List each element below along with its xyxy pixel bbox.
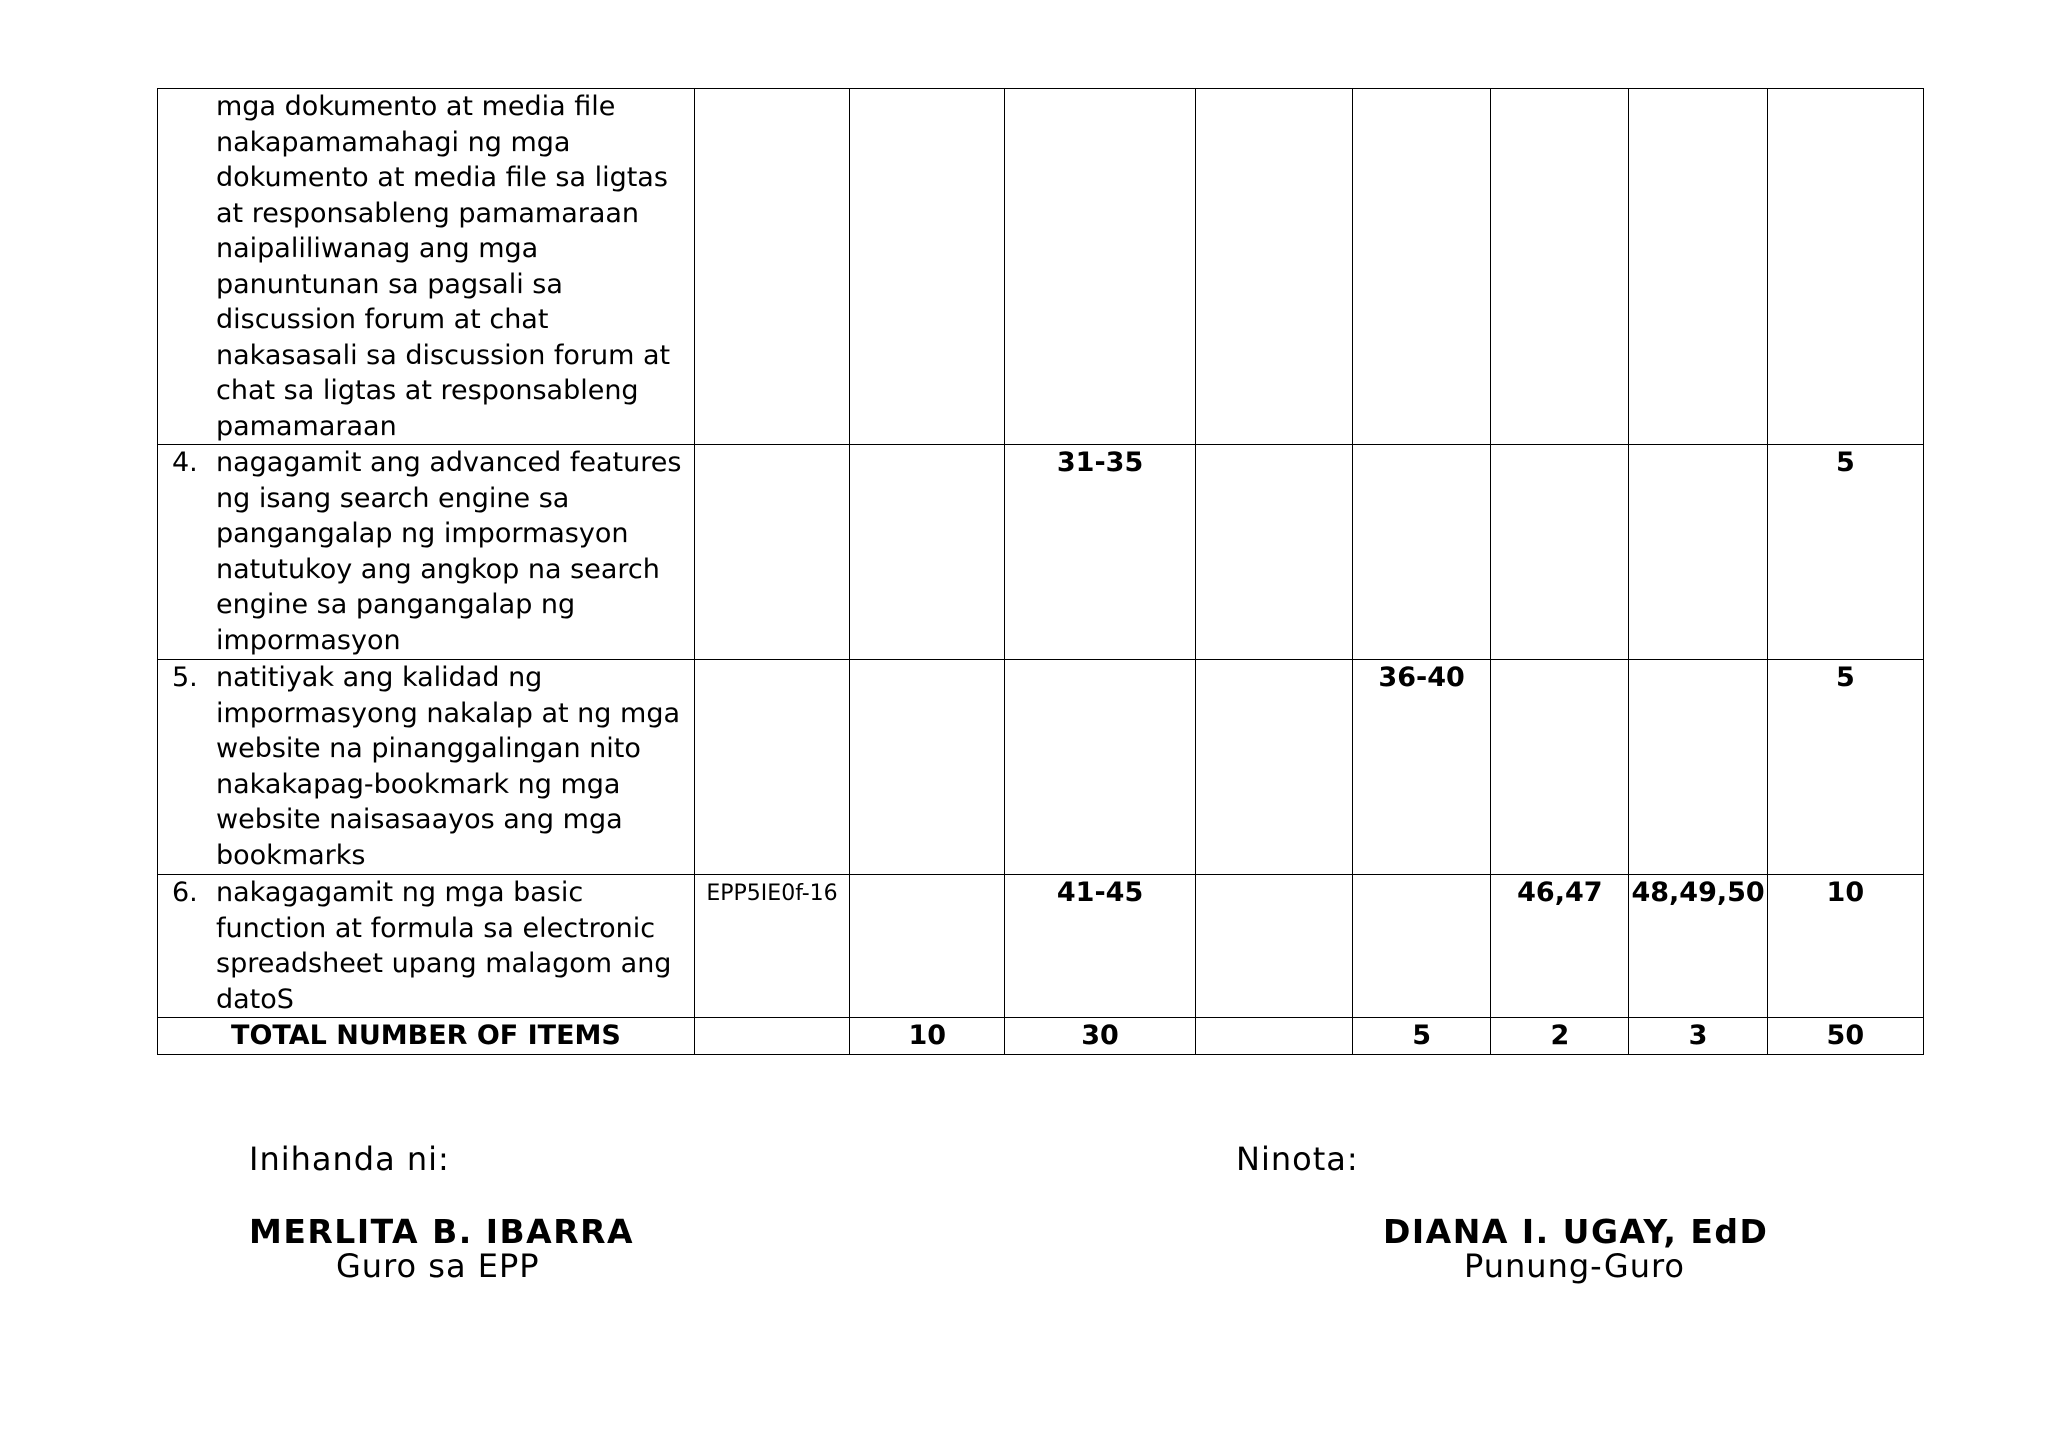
prepared-by-label: Inihanda ni: [249, 1140, 450, 1178]
item-number: 4. [172, 447, 198, 478]
cell: 41-45 [1005, 875, 1195, 1018]
item-number: 5. [172, 662, 198, 693]
cell: 31-35 [1005, 445, 1195, 660]
total-cell: 10 [850, 1018, 1005, 1055]
cell [1195, 875, 1352, 1018]
code-cell [694, 660, 849, 875]
total-cell [1767, 89, 1923, 445]
total-cell: 30 [1005, 1018, 1195, 1055]
competency-cell [158, 660, 695, 875]
cell [1352, 445, 1490, 660]
total-cell: 5 [1767, 445, 1923, 660]
cell [1195, 660, 1352, 875]
total-row [158, 1018, 1924, 1055]
competency-text: mga dokumento at media file nakapamamahagi ng mga dokumento at media file sa ligtas at responsableng pamamaraan naipaliliwanag ang mga panuntunan sa pagsali sa discussion forum at chat nakasasali sa discussion forum at chat sa ligtas at responsableng pamamaraan [216, 91, 671, 442]
competency-cell [158, 875, 695, 1018]
prepared-by-name: MERLITA B. IBARRA [249, 1212, 635, 1251]
cell [850, 89, 1005, 445]
cell [850, 445, 1005, 660]
cell [1491, 660, 1629, 875]
cell [1629, 445, 1767, 660]
table-row [158, 89, 1924, 445]
competency-cell [158, 445, 695, 660]
cell: 36-40 [1352, 660, 1490, 875]
code-cell [694, 89, 849, 445]
cell [1195, 445, 1352, 660]
grand-total-cell: 50 [1767, 1018, 1923, 1055]
table-row [158, 660, 1924, 875]
cell [1005, 89, 1195, 445]
cell [1629, 660, 1767, 875]
cell [1491, 89, 1629, 445]
total-cell: 3 [1629, 1018, 1767, 1055]
competency-text: nakagagamit ng mga basic function at formula sa electronic spreadsheet upang malagom ang datoS [216, 877, 672, 1015]
noted-by-label: Ninota: [1236, 1140, 1359, 1178]
cell [1352, 89, 1490, 445]
noted-by-name: DIANA I. UGAY, EdD [1383, 1212, 1769, 1251]
total-cell: 10 [1767, 875, 1923, 1018]
competency-cell [158, 89, 695, 445]
code-cell [694, 445, 849, 660]
total-cell: 2 [1491, 1018, 1629, 1055]
total-cell: 5 [1767, 660, 1923, 875]
table-row [158, 875, 1924, 1018]
cell: 48,49,50 [1629, 875, 1767, 1018]
total-cell [694, 1018, 849, 1055]
cell [1195, 89, 1352, 445]
cell [1491, 445, 1629, 660]
cell [1629, 89, 1767, 445]
table-row [158, 445, 1924, 660]
cell [1005, 660, 1195, 875]
cell [850, 660, 1005, 875]
item-number: 6. [172, 877, 198, 908]
cell [1352, 875, 1490, 1018]
total-cell: 5 [1352, 1018, 1490, 1055]
total-label: TOTAL NUMBER OF ITEMS [158, 1018, 695, 1055]
cell: 46,47 [1491, 875, 1629, 1018]
total-cell [1195, 1018, 1352, 1055]
prepared-by-title: Guro sa EPP [336, 1247, 540, 1285]
competency-text: nagagamit ang advanced features ng isang search engine sa pangangalap ng impormasyon natutukoy ang angkop na search engine sa pangangalap ng impormasyon [216, 447, 682, 656]
cell [850, 875, 1005, 1018]
competency-text: natitiyak ang kalidad ng impormasyong nakalap at ng mga website na pinanggalingan nito nakakapag-bookmark ng mga website naisasaayos ang mga bookmarks [216, 662, 680, 871]
noted-by-title: Punung-Guro [1464, 1247, 1685, 1285]
code-cell: EPP5IE0f-16 [694, 875, 849, 1018]
table-of-specifications [157, 88, 1924, 1055]
